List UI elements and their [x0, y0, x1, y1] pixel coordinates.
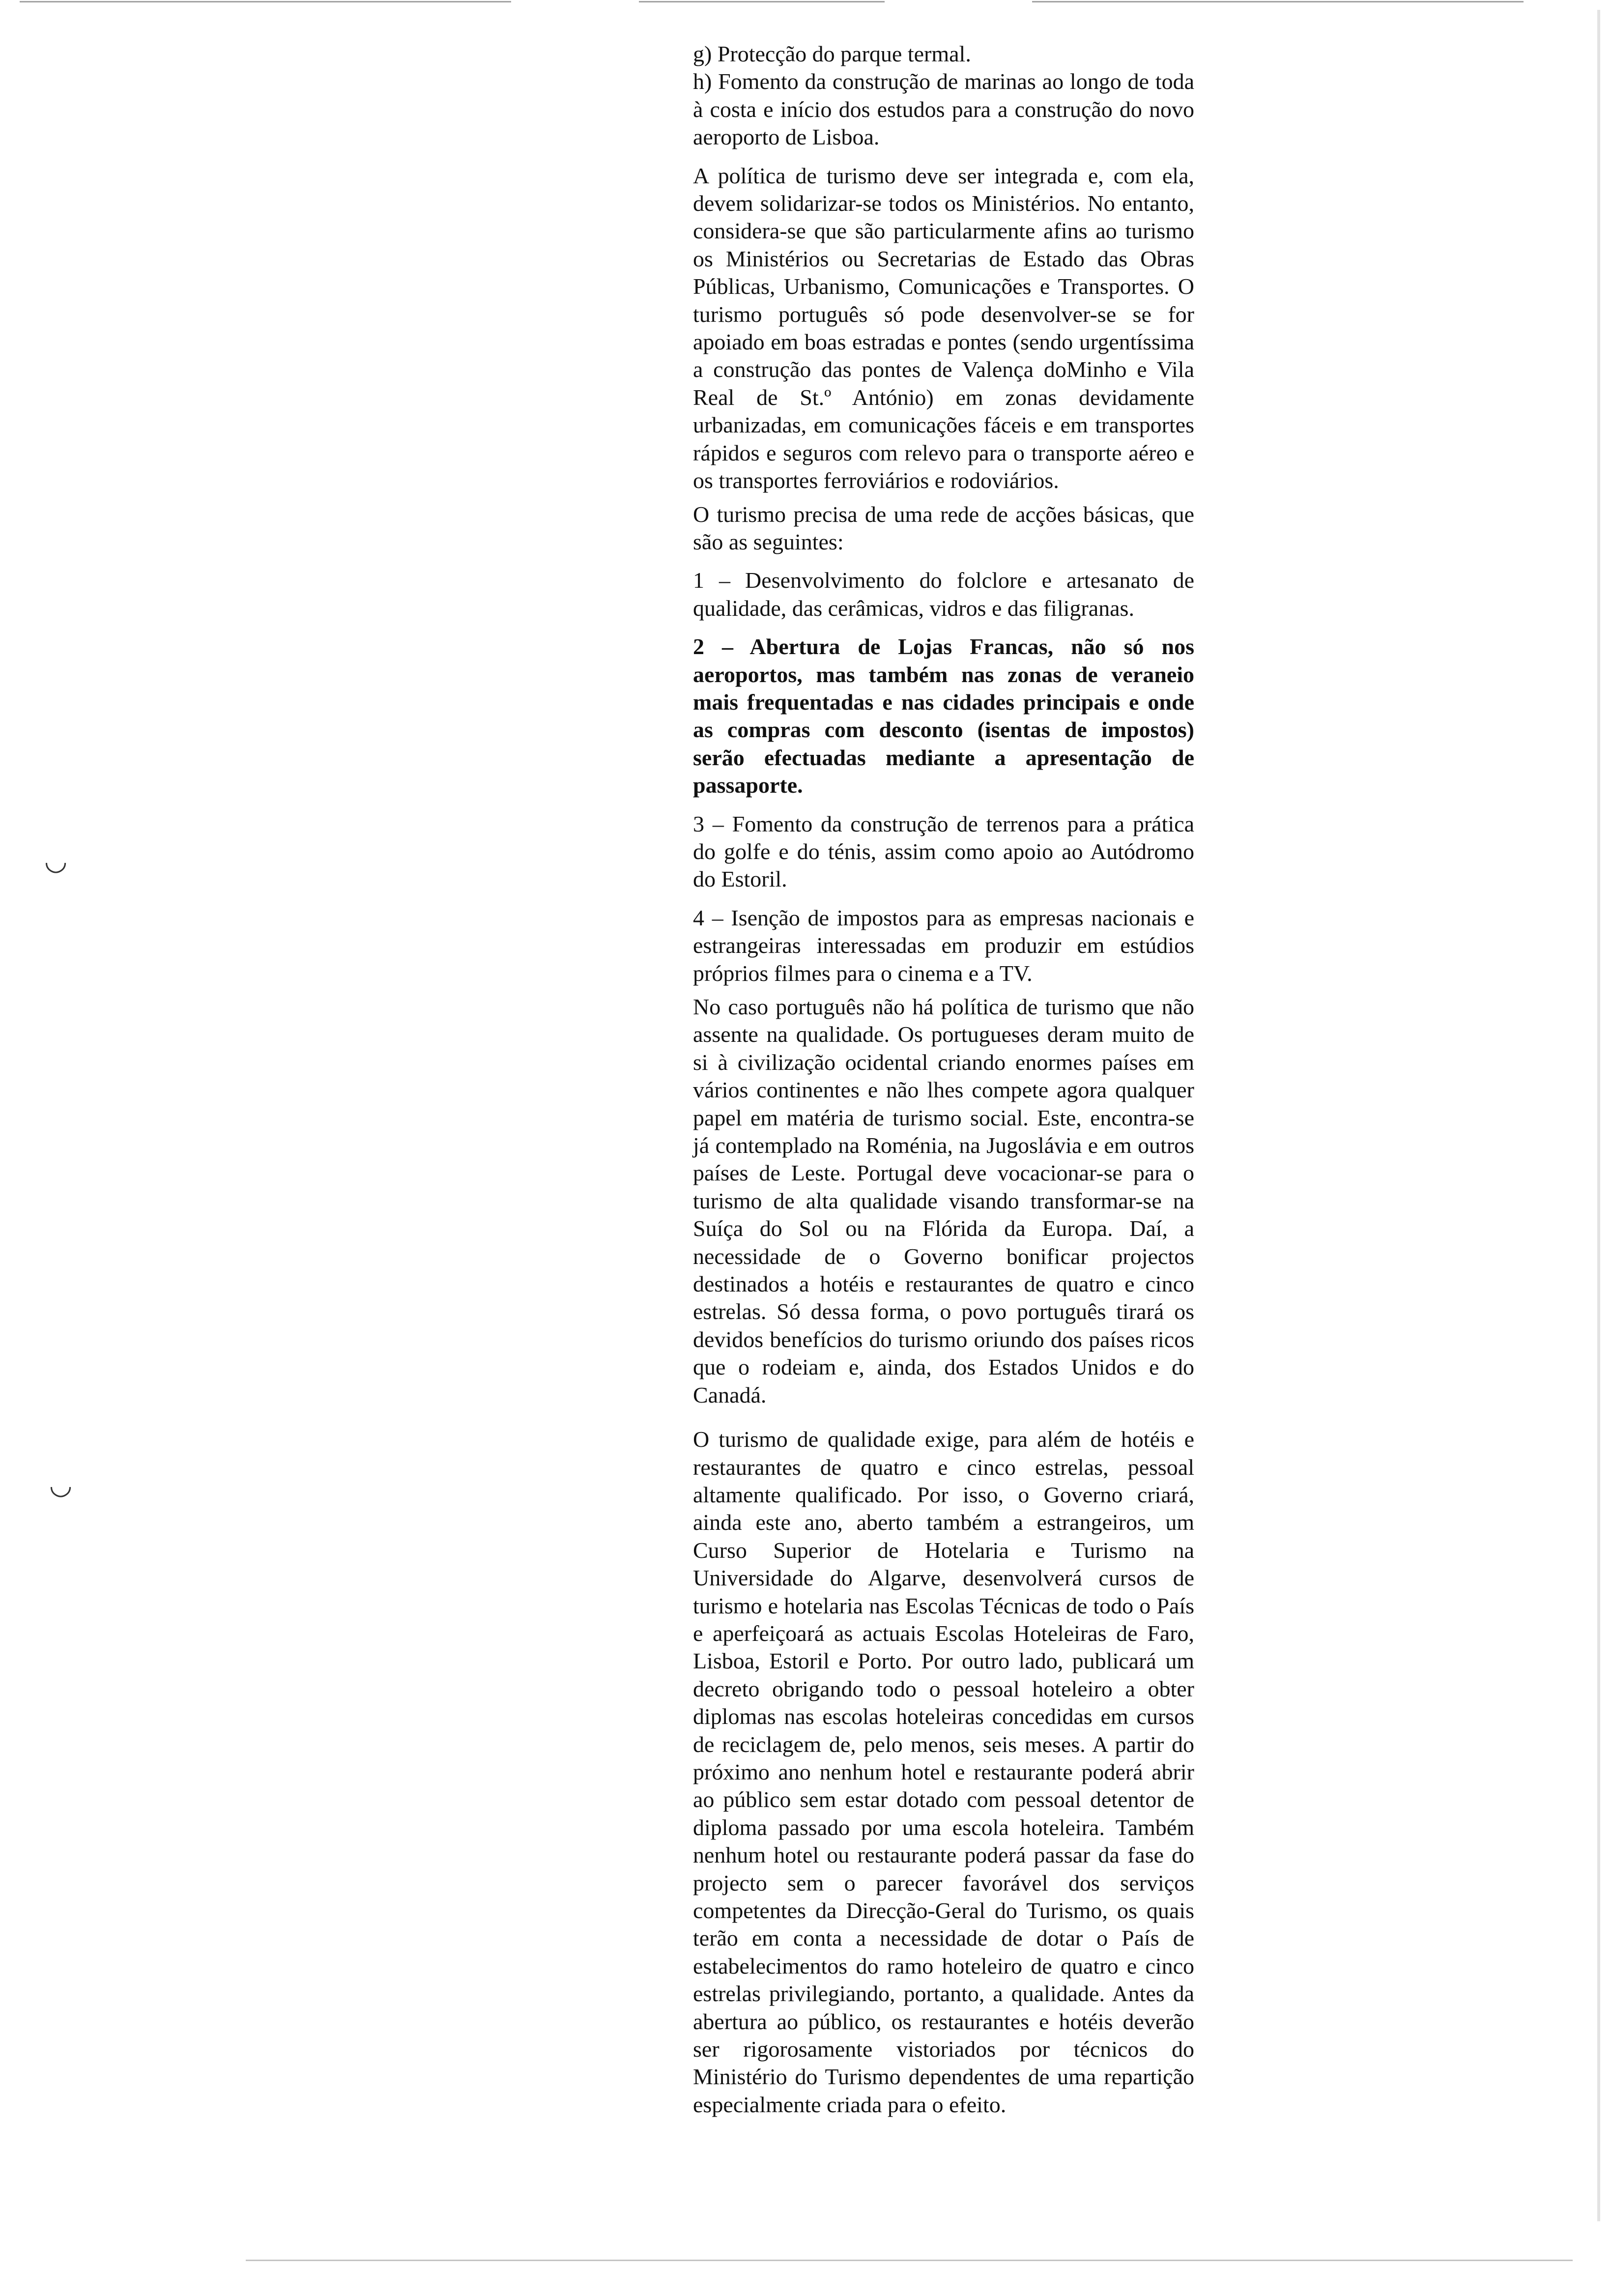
paragraph-basic-actions: O turismo precisa de uma rede de acções básicas, que são as seguintes: [693, 501, 1194, 554]
list-item-h: h) Fomento da construção de marinas ao longo de toda à costa e início dos estudos para a construção do novo aeroporto de Lisboa. [693, 69, 1194, 150]
top-scan-edge [639, 1, 885, 2]
top-scan-edge [20, 1, 511, 2]
paragraph-quality-policy: No caso português não há política de turismo que não assente na qualidade. Os portugueses deram muito de si à civilização ocidental criando enormes países em vários continentes e não lhes compete agora qualquer papel em matéria de turismo social. Este, encontra-se já contemplado na Roménia, na Jugoslávia e em outros países de Leste. Portugal deve vocacionar-se para o turismo de alta qualidade visando transformar-se na Suíça do Sol ou na Flórida da Europa. Daí, a necessidade de o Governo bonificar projectos destinados a hotéis e restaurantes de quatro e cinco estrelas. Só dessa forma, o povo português tirará os devidos benefícios do turismo oriundo dos países ricos que o rodeiam e, ainda, dos Estados Unidos e do Canadá. [693, 994, 1194, 1407]
right-scan-edge [1597, 10, 1600, 2221]
binding-mark: ◡ [44, 845, 68, 876]
binding-mark: ◡ [49, 1469, 73, 1500]
article-column [693, 40, 1194, 2119]
action-item-3: 3 – Fomento da construção de terrenos para a prática do golfe e do ténis, assim como apoio ao Autódromo do Estoril. [693, 811, 1194, 892]
paragraph-quality-tourism: O turismo de qualidade exige, para além de hotéis e restaurantes de quatro e cinco estrelas, pessoal altamente qualificado. Por isso, o Governo criará, ainda este ano, aberto também a estrangeiros, um Curso Superior de Hotelaria e Turismo na Universidade do Algarve, desenvolverá cursos de turismo e hotelaria nas Escolas Técnicas de todo o País e aperfeiçoará as actuais Escolas Hoteleiras de Faro, Lisboa, Estoril e Porto. Por outro lado, publicará um decreto obrigando todo o pessoal hoteleiro a obter diplomas nas escolas hoteleiras concedidas em cursos de reciclagem de, pelo menos, seis meses. A partir do próximo ano nenhum hotel e restaurante poderá abrir ao público sem estar dotado com pessoal detentor de diploma passado por uma escola hoteleira. Também nenhum hotel ou restaurante poderá passar da fase do projecto sem o parecer favorável dos serviços competentes da Direcção-Geral do Turismo, os quais terão em conta a necessidade de dotar o País de estabelecimentos do ramo hoteleiro de quatro e cinco estrelas privilegiando, portanto, a qualidade. Antes da abertura ao público, os restaurantes e hotéis deverão ser rigorosamente vistoriados por técnicos do Ministério do Turismo dependentes de uma repartição especialmente criada para o efeito. [693, 1427, 1194, 2117]
action-item-4: 4 – Isenção de impostos para as empresas nacionais e estrangeiras interessadas em produzir em estúdios próprios filmes para o cinema e a TV. [693, 905, 1194, 986]
top-scan-edge [1032, 1, 1524, 2]
list-item-g: g) Protecção do parque termal. [693, 41, 971, 66]
action-item-1: 1 – Desenvolvimento do folclore e artesanato de qualidade, das cerâmicas, vidros e das filigranas. [693, 568, 1194, 621]
bottom-scan-edge [246, 2260, 1573, 2261]
paragraph-policy: A política de turismo deve ser integrada e, com ela, devem solidarizar-se todos os Ministérios. No entanto, considera-se que são particularmente afins ao turismo os Ministérios ou Secretarias de Estado das Obras Públicas, Urbanismo, Comunicações e Transportes. O turismo português só pode desenvolver-se se for apoiado em boas estradas e pontes (sendo urgentíssima a construção das pontes de Valença doMinho e Vila Real de St.º António) em zonas devidamente urbanizadas, em comunicações fáceis e em transportes rápidos e seguros com relevo para o transporte aéreo e os transportes ferroviários e rodoviários. [693, 163, 1194, 493]
action-item-2: 2 – Abertura de Lojas Francas, não só nos aeroportos, mas também nas zonas de veraneio mais frequentadas e nas cidades principais e onde as compras com desconto (isentas de impostos) serão efectuadas mediante a apresentação de passaporte. [693, 634, 1194, 798]
